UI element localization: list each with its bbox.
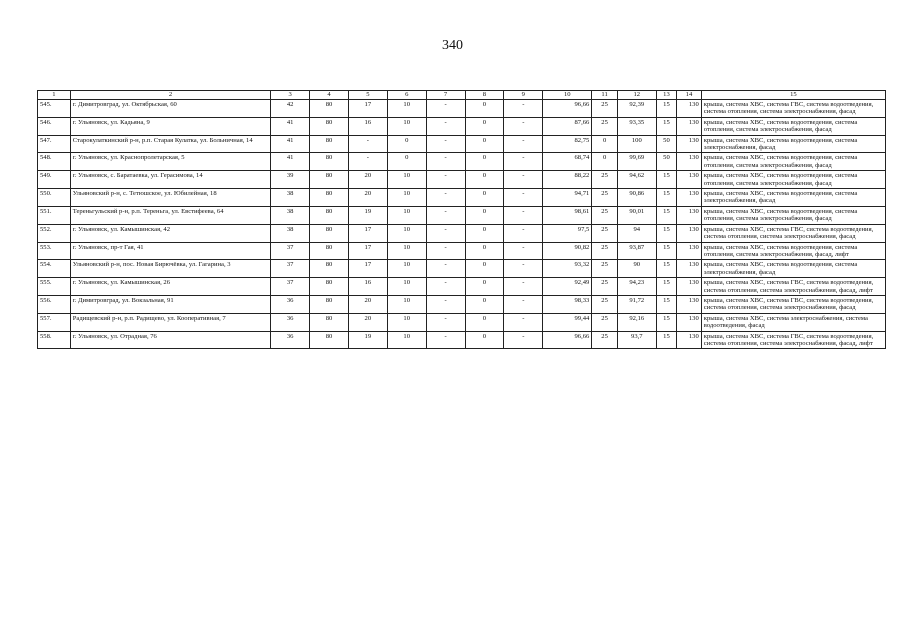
address-cell: г. Ульяновск, ул. Кадьяна, 9 — [70, 117, 270, 135]
repair-program-table — [37, 90, 886, 349]
column-number-cell: 8 — [465, 91, 504, 100]
works-cell: крыша, система ХВС, система водоотведения, система отопления, система электроснабжения, фасад — [701, 206, 885, 224]
col7-cell: - — [426, 135, 465, 153]
col11-cell: 25 — [592, 313, 618, 331]
col14-cell: 130 — [677, 171, 702, 189]
row-number: 558. — [38, 331, 71, 349]
col7-cell: - — [426, 153, 465, 171]
col14-cell: 130 — [677, 153, 702, 171]
col4-cell: 80 — [310, 135, 349, 153]
col6-cell: 10 — [387, 295, 426, 313]
col6-cell: 10 — [387, 117, 426, 135]
col13-cell: 15 — [656, 224, 676, 242]
col5-cell: 17 — [348, 242, 387, 260]
col9-cell: - — [504, 295, 543, 313]
col11-cell: 25 — [592, 189, 618, 207]
row-number: 557. — [38, 313, 71, 331]
col7-cell: - — [426, 331, 465, 349]
works-cell: крыша, система ХВС, система ГВС, система водоотведения, система отопления, система электроснабжения, фасад, лифт — [701, 278, 885, 296]
column-number-cell: 12 — [617, 91, 656, 100]
col7-cell: - — [426, 313, 465, 331]
col14-cell: 130 — [677, 242, 702, 260]
col13-cell: 15 — [656, 313, 676, 331]
col14-cell: 130 — [677, 135, 702, 153]
address-cell: Старокулаткинский р-н, р.п. Старая Кулатка, ул. Больничная, 14 — [70, 135, 270, 153]
col6-cell: 0 — [387, 135, 426, 153]
col9-cell: - — [504, 331, 543, 349]
col13-cell: 15 — [656, 100, 676, 118]
col11-cell: 25 — [592, 331, 618, 349]
col11-cell: 25 — [592, 295, 618, 313]
col8-cell: 0 — [465, 260, 504, 278]
col9-cell: - — [504, 313, 543, 331]
column-number-cell: 5 — [348, 91, 387, 100]
column-number-cell: 11 — [592, 91, 618, 100]
row-number: 548. — [38, 153, 71, 171]
col3-cell: 38 — [271, 224, 310, 242]
col4-cell: 80 — [310, 242, 349, 260]
col14-cell: 130 — [677, 117, 702, 135]
row-number: 547. — [38, 135, 71, 153]
works-cell: крыша, система ХВС, система водоотведения, система электроснабжения, фасад — [701, 189, 885, 207]
col3-cell: 36 — [271, 313, 310, 331]
col3-cell: 36 — [271, 331, 310, 349]
works-cell: крыша, система ХВС, система водоотведения, система отопления, система электроснабжения, фасад — [701, 153, 885, 171]
col9-cell: - — [504, 189, 543, 207]
col3-cell: 42 — [271, 100, 310, 118]
col11-cell: 25 — [592, 278, 618, 296]
col4-cell: 80 — [310, 260, 349, 278]
address-cell: г. Ульяновск, с. Баратаевка, ул. Герасимова, 14 — [70, 171, 270, 189]
table-row — [38, 224, 886, 242]
col11-cell: 25 — [592, 117, 618, 135]
col8-cell: 0 — [465, 206, 504, 224]
table-row — [38, 153, 886, 171]
col4-cell: 80 — [310, 224, 349, 242]
col3-cell: 38 — [271, 206, 310, 224]
col14-cell: 130 — [677, 224, 702, 242]
col13-cell: 15 — [656, 331, 676, 349]
col9-cell: - — [504, 242, 543, 260]
col10-cell: 92,49 — [543, 278, 592, 296]
col7-cell: - — [426, 295, 465, 313]
col5-cell: - — [348, 135, 387, 153]
col10-cell: 94,71 — [543, 189, 592, 207]
col5-cell: - — [348, 153, 387, 171]
col12-cell: 91,72 — [617, 295, 656, 313]
col6-cell: 10 — [387, 206, 426, 224]
col7-cell: - — [426, 260, 465, 278]
col6-cell: 10 — [387, 242, 426, 260]
col7-cell: - — [426, 278, 465, 296]
table-body — [38, 91, 886, 349]
col11-cell: 25 — [592, 242, 618, 260]
col14-cell: 130 — [677, 189, 702, 207]
col3-cell: 37 — [271, 242, 310, 260]
col11-cell: 0 — [592, 135, 618, 153]
row-number: 553. — [38, 242, 71, 260]
row-number: 545. — [38, 100, 71, 118]
col7-cell: - — [426, 100, 465, 118]
col10-cell: 87,66 — [543, 117, 592, 135]
col5-cell: 20 — [348, 313, 387, 331]
works-cell: крыша, система ХВС, система водоотведения, система отопления, система электроснабжения, фасад — [701, 117, 885, 135]
works-cell: крыша, система ХВС, система водоотведения, система отопления, система электроснабжения, фасад, лифт — [701, 242, 885, 260]
address-cell: г. Ульяновск, ул. Камышинская, 26 — [70, 278, 270, 296]
col3-cell: 41 — [271, 117, 310, 135]
col8-cell: 0 — [465, 100, 504, 118]
row-number: 549. — [38, 171, 71, 189]
col8-cell: 0 — [465, 117, 504, 135]
col13-cell: 15 — [656, 171, 676, 189]
table-row — [38, 331, 886, 349]
col3-cell: 41 — [271, 135, 310, 153]
table-row — [38, 135, 886, 153]
col9-cell: - — [504, 224, 543, 242]
col11-cell: 0 — [592, 153, 618, 171]
table-row — [38, 278, 886, 296]
col8-cell: 0 — [465, 295, 504, 313]
col14-cell: 130 — [677, 278, 702, 296]
col9-cell: - — [504, 278, 543, 296]
col9-cell: - — [504, 153, 543, 171]
address-cell: г. Ульяновск, пр-т Гая, 41 — [70, 242, 270, 260]
col4-cell: 80 — [310, 153, 349, 171]
col10-cell: 90,82 — [543, 242, 592, 260]
column-number-cell: 7 — [426, 91, 465, 100]
works-cell: крыша, система ХВС, система ГВС, система водоотведения, система отопления, система электроснабжения, фасад, лифт — [701, 331, 885, 349]
col12-cell: 94 — [617, 224, 656, 242]
col10-cell: 96,66 — [543, 100, 592, 118]
row-number: 551. — [38, 206, 71, 224]
col5-cell: 17 — [348, 224, 387, 242]
col3-cell: 38 — [271, 189, 310, 207]
row-number: 555. — [38, 278, 71, 296]
col14-cell: 130 — [677, 331, 702, 349]
col13-cell: 15 — [656, 242, 676, 260]
col11-cell: 25 — [592, 206, 618, 224]
col6-cell: 10 — [387, 331, 426, 349]
col12-cell: 94,62 — [617, 171, 656, 189]
col6-cell: 10 — [387, 100, 426, 118]
col12-cell: 94,23 — [617, 278, 656, 296]
col6-cell: 10 — [387, 189, 426, 207]
col10-cell: 97,5 — [543, 224, 592, 242]
col5-cell: 20 — [348, 295, 387, 313]
address-cell: г. Димитровград, ул. Октябрьская, 60 — [70, 100, 270, 118]
col10-cell: 96,66 — [543, 331, 592, 349]
col12-cell: 99,69 — [617, 153, 656, 171]
col3-cell: 37 — [271, 278, 310, 296]
page-number: 340 — [442, 38, 463, 53]
col13-cell: 15 — [656, 260, 676, 278]
col3-cell: 41 — [271, 153, 310, 171]
address-cell: Радищевский р-н, р.п. Радищево, ул. Кооперативная, 7 — [70, 313, 270, 331]
column-number-cell: 1 — [38, 91, 71, 100]
column-number-cell: 14 — [677, 91, 702, 100]
col5-cell: 19 — [348, 206, 387, 224]
column-number-cell: 15 — [701, 91, 885, 100]
col12-cell: 92,39 — [617, 100, 656, 118]
table-row — [38, 171, 886, 189]
col9-cell: - — [504, 100, 543, 118]
address-cell: Ульяновский р-н, пос. Новая Бирючёвка, ул. Гагарина, 3 — [70, 260, 270, 278]
works-cell: крыша, система ХВС, система водоотведения, система электроснабжения, фасад — [701, 135, 885, 153]
col10-cell: 98,61 — [543, 206, 592, 224]
table-row — [38, 100, 886, 118]
col8-cell: 0 — [465, 278, 504, 296]
col7-cell: - — [426, 189, 465, 207]
column-number-row — [38, 91, 886, 100]
col7-cell: - — [426, 171, 465, 189]
col6-cell: 10 — [387, 313, 426, 331]
col13-cell: 15 — [656, 295, 676, 313]
col8-cell: 0 — [465, 135, 504, 153]
col5-cell: 16 — [348, 117, 387, 135]
column-number-cell: 9 — [504, 91, 543, 100]
col11-cell: 25 — [592, 260, 618, 278]
col9-cell: - — [504, 171, 543, 189]
col12-cell: 100 — [617, 135, 656, 153]
address-cell: Ульяновский р-н, с. Тетюшское, ул. Юбилейная, 18 — [70, 189, 270, 207]
col14-cell: 130 — [677, 295, 702, 313]
address-cell: г. Ульяновск, ул. Краснопролетарская, 5 — [70, 153, 270, 171]
address-cell: г. Димитровград, ул. Вокзальная, 91 — [70, 295, 270, 313]
col5-cell: 17 — [348, 260, 387, 278]
col3-cell: 36 — [271, 295, 310, 313]
works-cell: крыша, система ХВС, система водоотведения, система электроснабжения, фасад — [701, 260, 885, 278]
works-cell: крыша, система ХВС, система ГВС, система водоотведения, система отопления, система электроснабжения, фасад — [701, 295, 885, 313]
col4-cell: 80 — [310, 100, 349, 118]
col14-cell: 130 — [677, 100, 702, 118]
col10-cell: 82,75 — [543, 135, 592, 153]
col3-cell: 39 — [271, 171, 310, 189]
col9-cell: - — [504, 135, 543, 153]
row-number: 550. — [38, 189, 71, 207]
col4-cell: 80 — [310, 313, 349, 331]
address-cell: г. Ульяновск, ул. Отрадная, 76 — [70, 331, 270, 349]
col7-cell: - — [426, 117, 465, 135]
address-cell: Тереньгульский р-н, р.п. Тереньга, ул. Евстифеева, 64 — [70, 206, 270, 224]
table-row — [38, 117, 886, 135]
col11-cell: 25 — [592, 224, 618, 242]
col13-cell: 50 — [656, 135, 676, 153]
column-number-cell: 13 — [656, 91, 676, 100]
table-row — [38, 313, 886, 331]
col10-cell: 88,22 — [543, 171, 592, 189]
col4-cell: 80 — [310, 206, 349, 224]
works-cell: крыша, система ХВС, система водоотведения, система отопления, система электроснабжения, фасад — [701, 171, 885, 189]
col10-cell: 98,33 — [543, 295, 592, 313]
col6-cell: 10 — [387, 278, 426, 296]
col12-cell: 90 — [617, 260, 656, 278]
col7-cell: - — [426, 224, 465, 242]
row-number: 546. — [38, 117, 71, 135]
col8-cell: 0 — [465, 313, 504, 331]
col13-cell: 15 — [656, 189, 676, 207]
col6-cell: 10 — [387, 171, 426, 189]
col4-cell: 80 — [310, 295, 349, 313]
col4-cell: 80 — [310, 278, 349, 296]
works-cell: крыша, система ХВС, система ГВС, система водоотведения, система отопления, система электроснабжения, фасад — [701, 224, 885, 242]
col4-cell: 80 — [310, 117, 349, 135]
col14-cell: 130 — [677, 260, 702, 278]
col9-cell: - — [504, 260, 543, 278]
address-cell: г. Ульяновск, ул. Камышинская, 42 — [70, 224, 270, 242]
row-number: 554. — [38, 260, 71, 278]
col8-cell: 0 — [465, 331, 504, 349]
col6-cell: 0 — [387, 153, 426, 171]
col8-cell: 0 — [465, 189, 504, 207]
col5-cell: 20 — [348, 171, 387, 189]
row-number: 552. — [38, 224, 71, 242]
col5-cell: 17 — [348, 100, 387, 118]
col8-cell: 0 — [465, 224, 504, 242]
col4-cell: 80 — [310, 171, 349, 189]
column-number-cell: 10 — [543, 91, 592, 100]
col8-cell: 0 — [465, 171, 504, 189]
col14-cell: 130 — [677, 313, 702, 331]
col4-cell: 80 — [310, 189, 349, 207]
table-row — [38, 260, 886, 278]
works-cell: крыша, система ХВС, система ГВС, система водоотведения, система отопления, система электроснабжения, фасад — [701, 100, 885, 118]
column-number-cell: 3 — [271, 91, 310, 100]
table-row — [38, 189, 886, 207]
col3-cell: 37 — [271, 260, 310, 278]
col13-cell: 15 — [656, 117, 676, 135]
col11-cell: 25 — [592, 171, 618, 189]
col12-cell: 90,86 — [617, 189, 656, 207]
col13-cell: 15 — [656, 278, 676, 296]
column-number-cell: 2 — [70, 91, 270, 100]
col6-cell: 10 — [387, 224, 426, 242]
row-number: 556. — [38, 295, 71, 313]
column-number-cell: 4 — [310, 91, 349, 100]
col7-cell: - — [426, 206, 465, 224]
col4-cell: 80 — [310, 331, 349, 349]
col12-cell: 93,87 — [617, 242, 656, 260]
col12-cell: 92,16 — [617, 313, 656, 331]
col6-cell: 10 — [387, 260, 426, 278]
col14-cell: 130 — [677, 206, 702, 224]
table-row — [38, 242, 886, 260]
col13-cell: 50 — [656, 153, 676, 171]
col10-cell: 93,32 — [543, 260, 592, 278]
col13-cell: 15 — [656, 206, 676, 224]
col10-cell: 68,74 — [543, 153, 592, 171]
col5-cell: 16 — [348, 278, 387, 296]
col7-cell: - — [426, 242, 465, 260]
table-row — [38, 295, 886, 313]
col10-cell: 99,44 — [543, 313, 592, 331]
col11-cell: 25 — [592, 100, 618, 118]
col12-cell: 93,7 — [617, 331, 656, 349]
col9-cell: - — [504, 206, 543, 224]
col5-cell: 20 — [348, 189, 387, 207]
table-row — [38, 206, 886, 224]
col8-cell: 0 — [465, 153, 504, 171]
col9-cell: - — [504, 117, 543, 135]
works-cell: крыша, система ХВС, система электроснабжения, система водоотведения, фасад — [701, 313, 885, 331]
col12-cell: 90,01 — [617, 206, 656, 224]
column-number-cell: 6 — [387, 91, 426, 100]
col8-cell: 0 — [465, 242, 504, 260]
col5-cell: 19 — [348, 331, 387, 349]
col12-cell: 93,35 — [617, 117, 656, 135]
